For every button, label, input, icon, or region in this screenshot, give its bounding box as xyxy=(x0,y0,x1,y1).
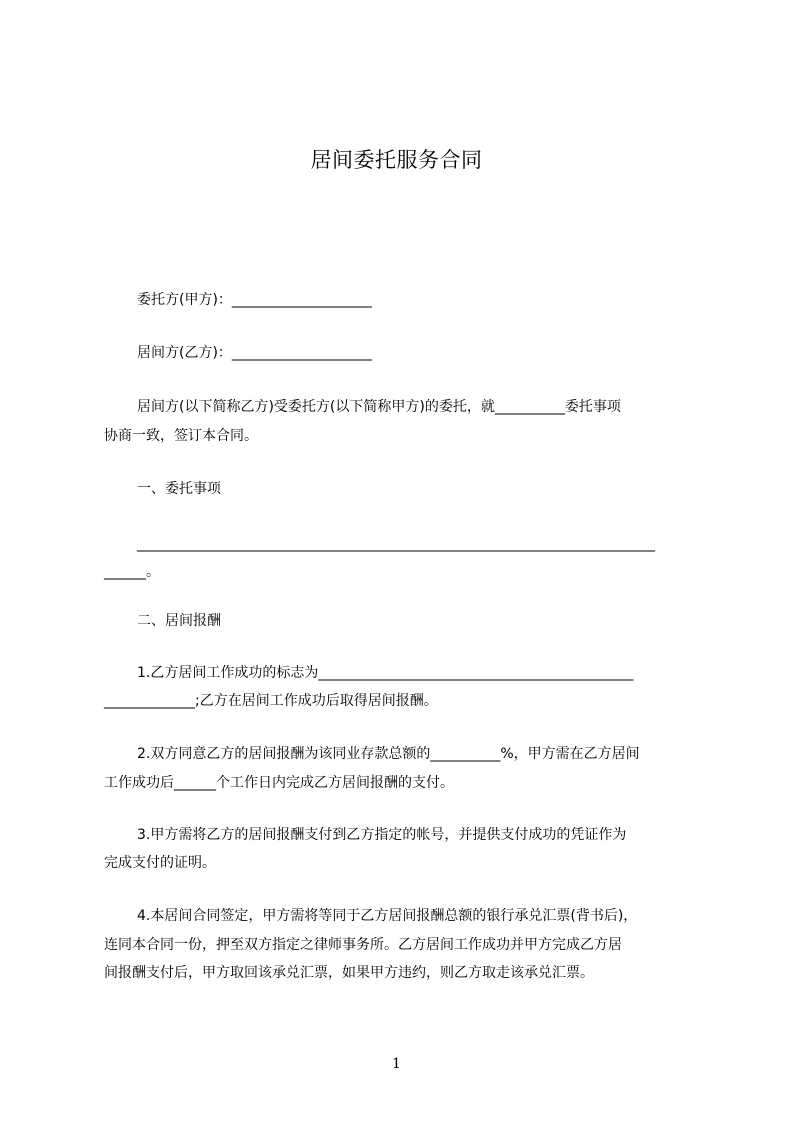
section1-blank-line-1: __________________________________________________________________________ xyxy=(137,536,655,552)
section1-blank-line-2: ______。 xyxy=(104,564,160,580)
intermediary-line: 居间方(乙方)：____________________ xyxy=(137,345,372,361)
document-title: 居间委托服务合同 xyxy=(310,148,483,172)
item4-line-3: 间报酬支付后，甲方取回该承兑汇票，如果甲方违约，则乙方取走该承兑汇票。 xyxy=(104,965,594,981)
page-number: 1 xyxy=(392,1056,401,1072)
item2-line-2: 工作成功后______个工作日内完成乙方居间报酬的支付。 xyxy=(104,775,454,791)
intro-line-2: 协商一致，签订本合同。 xyxy=(104,428,258,444)
item4-line-1: 4.本居间合同签定，甲方需将等同于乙方居间报酬总额的银行承兑汇票(背书后)， xyxy=(137,908,638,924)
principal-line: 委托方(甲方)：____________________ xyxy=(137,292,372,308)
section2-heading: 二、居间报酬 xyxy=(137,613,221,629)
item3-line-1: 3.甲方需将乙方的居间报酬支付到乙方指定的帐号，并提供支付成功的凭证作为 xyxy=(137,827,627,843)
item1-line-1: 1.乙方居间工作成功的标志为_____________________________________________ xyxy=(137,665,634,681)
intro-line-1: 居间方(以下简称乙方)受委托方(以下简称甲方)的委托，就__________委托事项 xyxy=(137,399,621,415)
item4-line-2: 连同本合同一份，押至双方指定之律师事务所。乙方居间工作成功并甲方完成乙方居 xyxy=(104,937,622,953)
item2-line-1: 2.双方同意乙方的居间报酬为该同业存款总额的__________%，甲方需在乙方居间 xyxy=(137,746,640,762)
section1-heading: 一、委托事项 xyxy=(137,481,221,497)
item3-line-2: 完成支付的证明。 xyxy=(104,855,216,871)
item1-line-2: _____________;乙方在居间工作成功后取得居间报酬。 xyxy=(104,693,438,709)
